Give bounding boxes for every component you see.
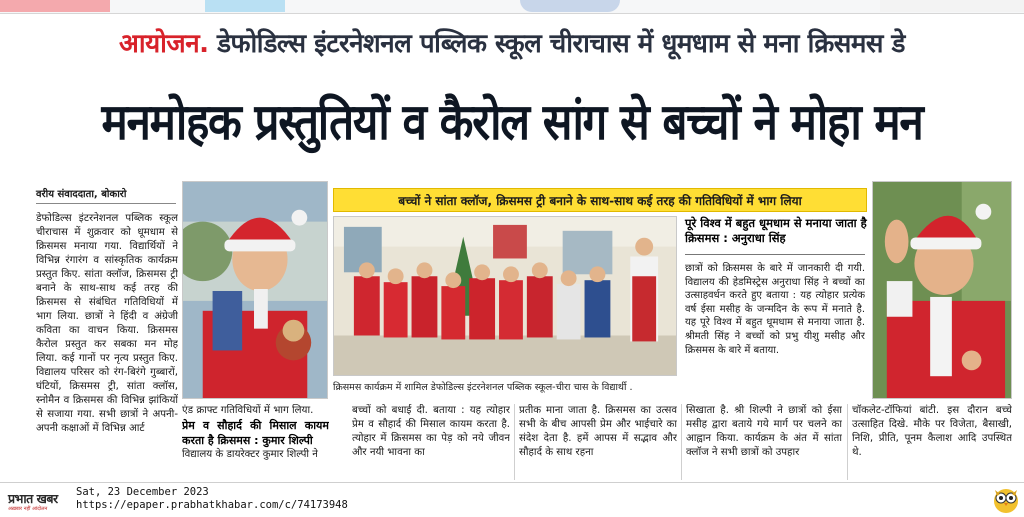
kicker-text: डेफोडिल्स इंटरनेशनल पब्लिक स्कूल चीराचास में धूमधाम से मना क्रिसमस डे [217, 29, 905, 59]
box-heading: पूरे विश्व में बहुत धूमधाम से मनाया जाता है क्रिसमस : अनुराधा सिंह [685, 216, 867, 245]
headline: मनमोहक प्रस्तुतियों व कैरोल सांग से बच्चों ने मोहा मन [101, 93, 923, 151]
group-photo [333, 216, 677, 376]
article-column-2 [182, 404, 329, 480]
column-divider [681, 404, 682, 480]
byline: वरीय संवाददाता, बोकारो [36, 189, 127, 200]
edition-date: Sat, 23 December 2023 [76, 486, 209, 498]
kicker-prefix: आयोजन. [119, 29, 209, 59]
owl-mascot-icon [992, 484, 1020, 514]
article-column-4: प्रतीक माना जाता है. क्रिसमस का उत्सव सभी के बीच आपसी प्रेम और भाईचारे का संदेश देता है. हमें आपस में सद्भाव और सौहार्द के साथ रहना [519, 405, 677, 458]
prabhat-khabar-logo [8, 490, 70, 512]
kicker-line [0, 24, 1024, 60]
edition-url[interactable]: https://epaper.prabhatkhabar.com/c/74173948 [76, 499, 348, 511]
previous-advert-strip [0, 0, 1024, 14]
photo-caption-band: बच्चों ने सांता क्लॉज, क्रिसमस ट्री बनाने के साथ-साथ कई तरह की गतिविधियों में भाग लिया [333, 188, 867, 212]
column-2-tail: विद्यालय के डायरेक्टर कुमार शिल्पी ने [182, 449, 318, 460]
byline-divider [36, 203, 176, 204]
article-column-5: सिखाता है. श्री शिल्पी ने छात्रों को ईसा मसीह द्वारा बताये गये मार्ग पर चलने का आह्वान किया. कार्यक्रम के अंत में सांता क्लॉज ने सभी छात्रों को उपहार [686, 405, 842, 458]
logo-text: प्रभात खबर [8, 491, 58, 506]
article-column-3: बच्चों को बधाई दी. बताया : यह त्योहार प्रेम व सौहार्द की मिसाल कायम करता है. त्योहार में क्रिसमस का पेड़ को नये जीवन और नयी भावना का [352, 405, 510, 458]
edition-meta [76, 486, 348, 512]
santa-girl-photo-left [182, 181, 328, 399]
column-2-subhead: प्रेम व सौहार्द की मिसाल कायम करता है क्रिसमस : कुमार शिल्पी [182, 419, 329, 447]
article-column-1: डेफोडिल्स इंटरनेशनल पब्लिक स्कूल चीराचास में शुक्रवार को धूमधाम से क्रिसमस मनाया गया. विद्यार्थियों ने विभिन्न रंगारंग व सांस्कृतिक कार्यक्रम प्रस्तुत किए. सांता क्लॉज, क्रिसमस ट्री बनाने के साथ-साथ कई तरह की क्रिसमस से संबंधित गतिविधियों में भाग लिया. छात्रों ने हिंदी व अंग्रेजी कविता का वाचन किया. क्रिसमस कैरोल प्रस्तुत कर सबका मन मोह लिया. कई गानों पर नृत्य प्रस्तुत किए. विद्यालय परिसर को रंग-बिरंगे गुब्बारों, घंटियों, क्रिसमस ट्री, सांता क्लॉस, स्नोमैन व क्रिसमस की विभिन्न झांकियों से सजाया गया. सभी छात्रों ने अपनी-अपनी कक्षाओं में विभिन्न आर्ट [36, 213, 178, 434]
footer-divider [0, 482, 1024, 483]
column-divider [514, 404, 515, 480]
logo-tagline: अख़बार नहीं आंदोलन [8, 506, 48, 512]
box-divider [685, 254, 865, 255]
santa-girl-photo-right [872, 181, 1012, 399]
column-2-lead: एंड क्राफ्ट गतिविधियों में भाग लिया. [182, 405, 314, 416]
group-photo-caption: क्रिसमस कार्यक्रम में शामिल डेफोडिल्स इंटरनेशनल पब्लिक स्कूल-चीरा चास के विद्यार्थी . [333, 382, 633, 393]
box-body: छात्रों को क्रिसमस के बारे में जानकारी दी गयी. विद्यालय की हेडमिस्ट्रेस अनुराधा सिंह ने बच्चों का उत्साहवर्धन करते हुए बताया : यह त्योहार प्रत्येक वर्ष ईसा मसीह के जन्मदिन के रूप में मनाते है. यह पूरे विश्व में बहुत धूमधाम से मनाया जाता है. श्रीमती सिंह ने बच्चों को प्रभु यीशु मसीह और क्रिसमस के बारे में बताया. [685, 263, 865, 356]
article-column-6: चॉकलेट-टॉफियां बांटी. इस दौरान बच्चे उत्साहित दिखे. मौके पर विजेता, बैसाखी, निशि, प्रीति, पूनम कैलाश आदि उपस्थित थे. [852, 405, 1012, 458]
column-divider [847, 404, 848, 480]
